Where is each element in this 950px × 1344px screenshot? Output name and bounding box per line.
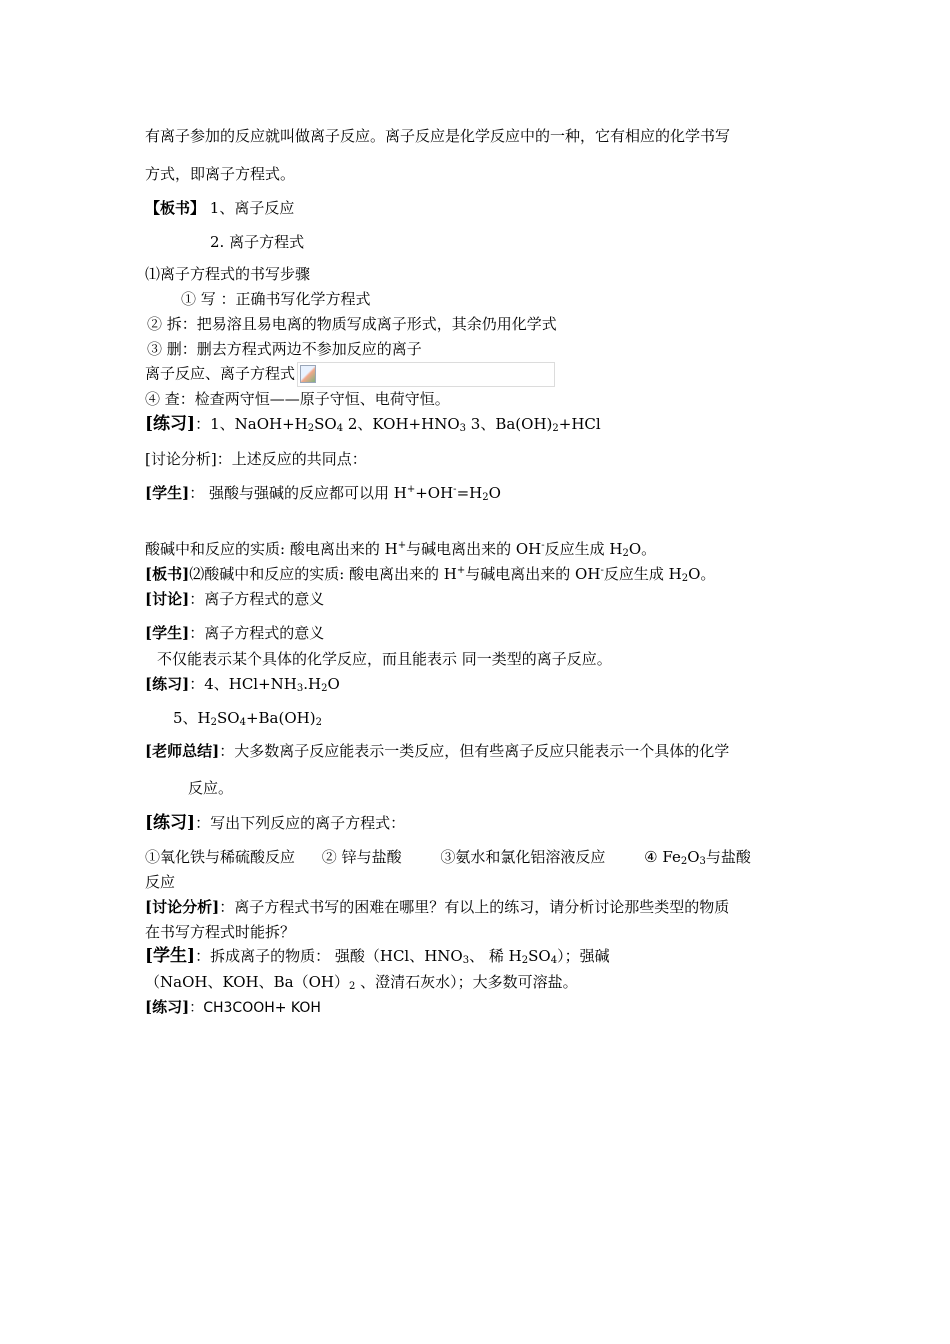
l28-p3: SO — [528, 947, 551, 965]
l11-s2: 4 — [336, 423, 344, 434]
l4: 2. 离子方程式 — [210, 233, 305, 251]
l28-tag: [学生] — [145, 946, 196, 966]
l11-s4: 2 — [552, 423, 559, 434]
l24-ds1: 2 — [680, 856, 688, 867]
l28-s2: 2 — [521, 955, 529, 966]
l15 — [145, 564, 715, 584]
l13-sp2: - — [453, 484, 457, 495]
l29-p2: 、澄清石灰水）；大多数可溶盐。 — [355, 973, 578, 991]
l13-sp1: + — [406, 484, 416, 495]
l19-tag: [练习] — [145, 675, 190, 693]
l30-tag: [练习] — [145, 998, 190, 1016]
l25: 反应 — [145, 873, 176, 891]
l17-text: ：离子方程式的意义 — [189, 624, 325, 642]
l3-text: 1、离子反应 — [205, 199, 295, 217]
l24-d3: 与盐酸 — [705, 848, 751, 866]
l10: ④ 查：检查两守恒——原子守恒、电荷守恒。 — [145, 390, 450, 408]
l3 — [145, 198, 294, 218]
l23-tag: [练习] — [145, 813, 196, 833]
l19-p1: ：4、HCl+NH — [189, 675, 297, 693]
l29-s1: 2 — [348, 981, 356, 992]
l11-s1: 2 — [307, 423, 315, 434]
l16-text: ：离子方程式的意义 — [189, 590, 325, 608]
l13-p3: =H — [456, 484, 483, 502]
l18: 不仅能表示某个具体的化学反应，而且能表示 同一类型的离子反应。 — [157, 650, 612, 668]
l21 — [145, 741, 729, 761]
broken-image-icon — [300, 365, 316, 383]
l21-tag: [老师总结] — [145, 742, 220, 760]
l11-s3: 3 — [459, 423, 467, 434]
l24-d1: ④ Fe — [644, 848, 681, 866]
l6: ① 写 ：正确书写化学方程式 — [181, 290, 371, 308]
l7: ② 拆：把易溶且易电离的物质写成离子形式，其余仍用化学式 — [147, 315, 557, 333]
l19-s2: 2 — [321, 683, 328, 694]
l15-tag: [板书] — [145, 565, 190, 583]
l14-p4: O。 — [628, 540, 657, 558]
l24-a: ①氧化铁与稀硫酸反应 — [145, 848, 296, 866]
l13-p2: +OH — [415, 484, 454, 502]
l27: 在书写方程式时能拆？ — [145, 923, 296, 941]
l24-b: ② 锌与盐酸 — [321, 848, 402, 866]
l5: ⑴离子方程式的书写步骤 — [145, 265, 311, 283]
l28-s1: 3 — [462, 955, 470, 966]
l26 — [145, 897, 729, 917]
l28-p2: 、 稀 H — [469, 947, 522, 965]
l23-text: ：写出下列反应的离子方程式： — [195, 814, 406, 832]
l14-p1: 酸碱中和反应的实质: 酸电离出来的 H — [145, 540, 398, 558]
l16-tag: [讨论] — [145, 590, 190, 608]
l15-sp1: + — [456, 565, 466, 576]
l20-p2: SO — [217, 709, 240, 727]
l11-tag: [练习] — [145, 414, 196, 434]
l24-d2: O — [687, 848, 700, 866]
l19-s1: 3 — [296, 683, 304, 694]
l19 — [145, 674, 340, 694]
l17 — [145, 623, 324, 643]
l15-p4: O。 — [688, 565, 716, 583]
l13-tag: [学生] — [145, 484, 190, 502]
l14-sp2: - — [541, 540, 545, 551]
l24-c: ③氨水和氯化铝溶液反应 — [440, 848, 606, 866]
l11-p1: ：1、NaOH+H — [195, 415, 308, 433]
l13-s1: 2 — [482, 492, 489, 503]
l23 — [145, 813, 405, 833]
l15-sp2: - — [600, 565, 604, 576]
l20-s1: 2 — [210, 717, 217, 728]
l1: 有离子参加的反应就叫做离子反应。离子反应是化学反应中的一种，它有相应的化学书写 — [145, 127, 731, 145]
l2: 方式，即离子方程式。 — [145, 165, 296, 183]
l3-tag: 【板书】 — [145, 199, 206, 217]
l8: ③ 删：删去方程式两边不参加反应的离子 — [147, 340, 422, 358]
l17-tag: [学生] — [145, 624, 190, 642]
l15-p2: 与碱电离出来的 OH — [465, 565, 601, 583]
l21-text: ：大多数离子反应能表示一类反应，但有些离子反应只能表示一个具体的化学 — [219, 742, 730, 760]
l11 — [145, 414, 601, 434]
l9-text: 离子反应、离子方程式 — [145, 364, 296, 383]
l9 — [145, 362, 555, 387]
l20-p1: 5、H — [173, 709, 211, 727]
l20-s2: 4 — [239, 717, 246, 728]
broken-image — [297, 362, 555, 387]
l13 — [145, 483, 501, 503]
l28-p4: ）；强碱 — [557, 947, 610, 965]
l26-tag: [讨论分析] — [145, 898, 220, 916]
l11-p2: SO — [314, 415, 337, 433]
l29-p1: （NaOH、KOH、Ba（OH） — [145, 973, 349, 991]
l14-s1: 2 — [622, 548, 629, 559]
l15-p3: 反应生成 H — [603, 565, 682, 583]
l26-text: ：离子方程式书写的困难在哪里？有以上的练习，请分析讨论那些类型的物质 — [219, 898, 730, 916]
l13-p4: O — [488, 484, 501, 502]
l11-p5: +HCl — [558, 415, 601, 433]
l22: 反应。 — [188, 779, 234, 797]
l19-p2: .H — [303, 675, 322, 693]
l30-text: ：CH3COOH+ KOH — [189, 1000, 321, 1016]
l28 — [145, 946, 610, 966]
l14-p2: 与碱电离出来的 OH — [406, 540, 542, 558]
l20-s3: 2 — [315, 717, 322, 728]
l14 — [145, 539, 656, 559]
l15-s1: 2 — [681, 573, 689, 584]
l24-ds2: 3 — [699, 856, 706, 867]
l13-p1: ： 强酸与强碱的反应都可以用 H — [189, 484, 407, 502]
l29 — [145, 972, 578, 992]
l24-d — [644, 848, 751, 866]
l14-sp1: + — [397, 540, 407, 551]
l20-p3: +Ba(OH) — [245, 709, 316, 727]
l11-p4: 3、Ba(OH) — [466, 415, 553, 433]
l28-s3: 4 — [550, 955, 558, 966]
l20 — [173, 708, 322, 728]
l15-p1: ⑵酸碱中和反应的实质: 酸电离出来的 H — [189, 565, 457, 583]
l19-p3: O — [327, 675, 340, 693]
l30 — [145, 997, 321, 1018]
l14-p3: 反应生成 H — [544, 540, 623, 558]
l24 — [145, 847, 751, 867]
l12: [讨论分析]：上述反应的共同点： — [145, 450, 367, 468]
l11-p3: 2、KOH+HNO — [343, 415, 460, 433]
l28-p1: ：拆成离子的物质： 强酸（HCl、HNO — [195, 947, 463, 965]
l16 — [145, 589, 324, 609]
